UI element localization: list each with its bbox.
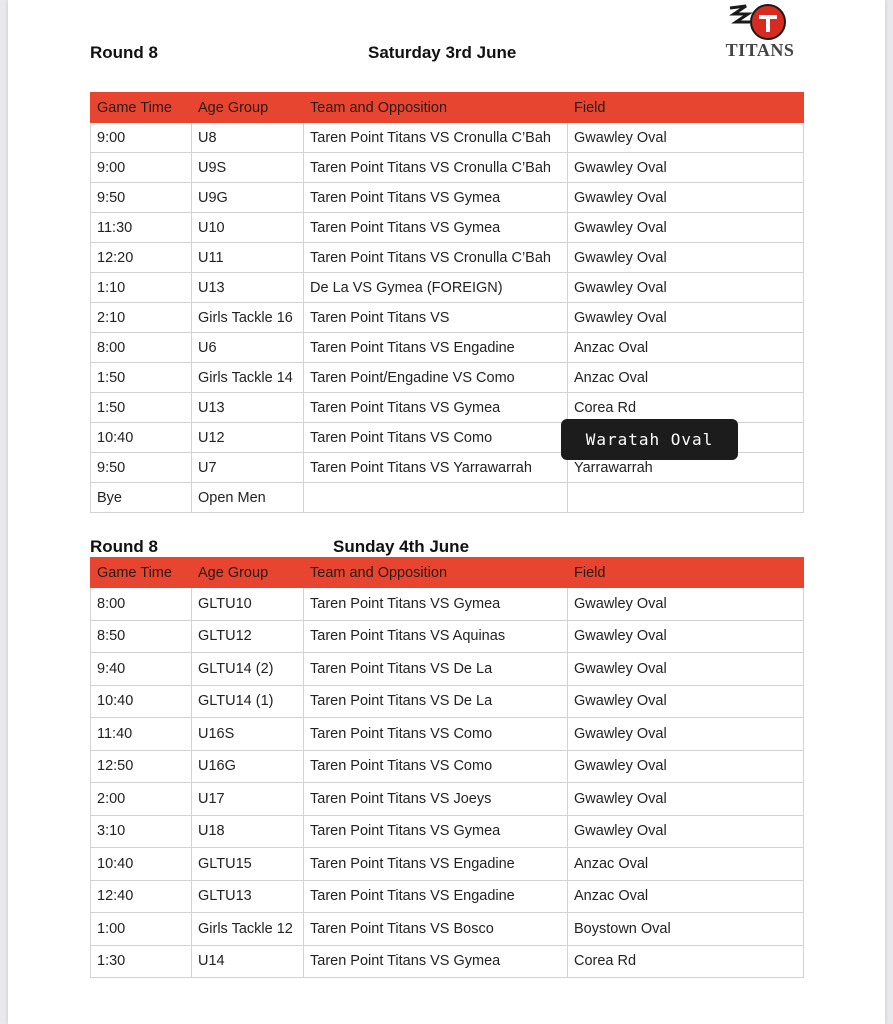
column-header-team: Team and Opposition [304,558,568,588]
cell-game-time: Bye [91,483,192,513]
cell-field: Gwawley Oval [568,815,804,848]
cell-game-time: 12:40 [91,880,192,913]
cell-game-time: 10:40 [91,848,192,881]
cell-age-group: U17 [192,783,304,816]
cell-field: Gwawley Oval [568,273,804,303]
cell-team: Taren Point Titans VS Gymea [304,815,568,848]
table-row [91,273,804,303]
cell-team: Taren Point Titans VS Gymea [304,213,568,243]
cell-team: Taren Point Titans VS Cronulla C’Bah [304,243,568,273]
table-row [91,685,804,718]
cell-game-time: 9:00 [91,153,192,183]
cell-team: Taren Point Titans VS Bosco [304,913,568,946]
cell-age-group: Girls Tackle 14 [192,363,304,393]
table-body [91,588,804,978]
cell-team: Taren Point Titans VS Como [304,750,568,783]
table-row [91,750,804,783]
cell-field: Gwawley Oval [568,783,804,816]
cell-field: Gwawley Oval [568,303,804,333]
cell-age-group: Girls Tackle 12 [192,913,304,946]
cell-field: Gwawley Oval [568,153,804,183]
column-header-field: Field [568,93,804,123]
cell-age-group: GLTU13 [192,880,304,913]
cell-game-time: 3:10 [91,815,192,848]
cell-team: Taren Point Titans VS Gymea [304,588,568,621]
table-row [91,183,804,213]
cell-team: Taren Point Titans VS De La [304,653,568,686]
cell-field: Anzac Oval [568,333,804,363]
cell-game-time: 9:50 [91,183,192,213]
cell-field: Anzac Oval [568,880,804,913]
table-row [91,880,804,913]
cell-age-group: U10 [192,213,304,243]
cell-age-group: U7 [192,453,304,483]
cell-game-time: 1:30 [91,945,192,978]
cell-age-group: U9G [192,183,304,213]
cell-field: Gwawley Oval [568,213,804,243]
cell-team [304,483,568,513]
cell-field [568,483,804,513]
cell-field: Anzac Oval [568,848,804,881]
cell-team: Taren Point/Engadine VS Como [304,363,568,393]
cell-field: Gwawley Oval [568,685,804,718]
cell-team: Taren Point Titans VS Yarrawarrah [304,453,568,483]
table-row [91,483,804,513]
schedule-table-sunday [90,557,804,978]
cell-team: Taren Point Titans VS Gymea [304,945,568,978]
cell-field: Gwawley Oval [568,718,804,751]
cell-game-time: 9:00 [91,123,192,153]
table-row [91,653,804,686]
cell-team: Taren Point Titans VS Gymea [304,183,568,213]
cell-team: Taren Point Titans VS De La [304,685,568,718]
cell-field: Corea Rd [568,945,804,978]
cell-field: Gwawley Oval [568,183,804,213]
cell-field: Corea Rd [568,393,804,423]
cell-age-group: U8 [192,123,304,153]
cell-age-group: GLTU12 [192,620,304,653]
table-row [91,620,804,653]
cell-age-group: U13 [192,273,304,303]
table-row [91,213,804,243]
cell-game-time: 1:10 [91,273,192,303]
cell-team: Taren Point Titans VS Engadine [304,880,568,913]
cell-game-time: 9:40 [91,653,192,686]
cell-team: Taren Point Titans VS Como [304,423,568,453]
cell-team: Taren Point Titans VS Engadine [304,333,568,363]
cell-game-time: 8:00 [91,333,192,363]
table-row [91,393,804,423]
cell-age-group: U14 [192,945,304,978]
cell-game-time: 12:50 [91,750,192,783]
table-row [91,848,804,881]
table-row [91,333,804,363]
cell-age-group: U18 [192,815,304,848]
cell-team: Taren Point Titans VS Engadine [304,848,568,881]
table-row [91,588,804,621]
cell-game-time: 10:40 [91,685,192,718]
cell-age-group: Girls Tackle 16 [192,303,304,333]
cell-team: Taren Point Titans VS Cronulla C’Bah [304,123,568,153]
cell-age-group: U9S [192,153,304,183]
cell-field: Gwawley Oval [568,750,804,783]
cell-team: Taren Point Titans VS [304,303,568,333]
cell-game-time: 10:40 [91,423,192,453]
table-row [91,303,804,333]
column-header-game-time: Game Time [91,93,192,123]
cell-team: Taren Point Titans VS Como [304,718,568,751]
table-row [91,363,804,393]
table-row [91,718,804,751]
column-header-field: Field [568,558,804,588]
cell-game-time: 2:00 [91,783,192,816]
cell-game-time: 9:50 [91,453,192,483]
cell-age-group: GLTU14 (1) [192,685,304,718]
cell-age-group: U13 [192,393,304,423]
date-label-sunday: Sunday 4th June [333,537,470,556]
cell-team: Taren Point Titans VS Joeys [304,783,568,816]
cell-age-group: U16S [192,718,304,751]
cell-field: Gwawley Oval [568,653,804,686]
table-row [91,243,804,273]
cell-field: Gwawley Oval [568,243,804,273]
table-row [91,913,804,946]
field-text-overlay: Waratah Oval [561,419,738,460]
cell-game-time: 11:30 [91,213,192,243]
cell-game-time: 8:00 [91,588,192,621]
cell-age-group: U6 [192,333,304,363]
titans-logo [724,0,796,66]
cell-field: Gwawley Oval [568,123,804,153]
cell-game-time: 11:40 [91,718,192,751]
logo-wordmark: TITANS [725,40,795,60]
round-label-saturday: Round 8 [90,43,158,62]
column-header-age-group: Age Group [192,558,304,588]
cell-age-group: GLTU15 [192,848,304,881]
cell-field: Yarrawarrah [568,453,804,483]
cell-age-group: U11 [192,243,304,273]
round-label-sunday: Round 8 [90,537,158,556]
cell-age-group: GLTU10 [192,588,304,621]
table-row [91,153,804,183]
cell-game-time: 2:10 [91,303,192,333]
cell-team: Taren Point Titans VS Aquinas [304,620,568,653]
column-header-game-time: Game Time [91,558,192,588]
cell-field: Boystown Oval [568,913,804,946]
cell-game-time: 12:20 [91,243,192,273]
cell-age-group: U16G [192,750,304,783]
cell-field: Anzac Oval [568,363,804,393]
cell-field: Gwawley Oval [568,620,804,653]
column-header-team: Team and Opposition [304,93,568,123]
cell-age-group: U12 [192,423,304,453]
cell-age-group: Open Men [192,483,304,513]
table-row [91,815,804,848]
column-header-age-group: Age Group [192,93,304,123]
cell-game-time: 1:50 [91,363,192,393]
cell-game-time: 8:50 [91,620,192,653]
cell-team: De La VS Gymea (FOREIGN) [304,273,568,303]
table-row [91,945,804,978]
table-header-row [91,558,804,588]
titans-helmet-icon [724,0,796,44]
cell-game-time: 1:00 [91,913,192,946]
table-row [91,783,804,816]
cell-team: Taren Point Titans VS Gymea [304,393,568,423]
date-label-saturday: Saturday 3rd June [368,43,517,62]
cell-field: Gwawley Oval [568,588,804,621]
cell-team: Taren Point Titans VS Cronulla C’Bah [304,153,568,183]
cell-game-time: 1:50 [91,393,192,423]
cell-age-group: GLTU14 (2) [192,653,304,686]
table-row [91,123,804,153]
table-header-row [91,93,804,123]
